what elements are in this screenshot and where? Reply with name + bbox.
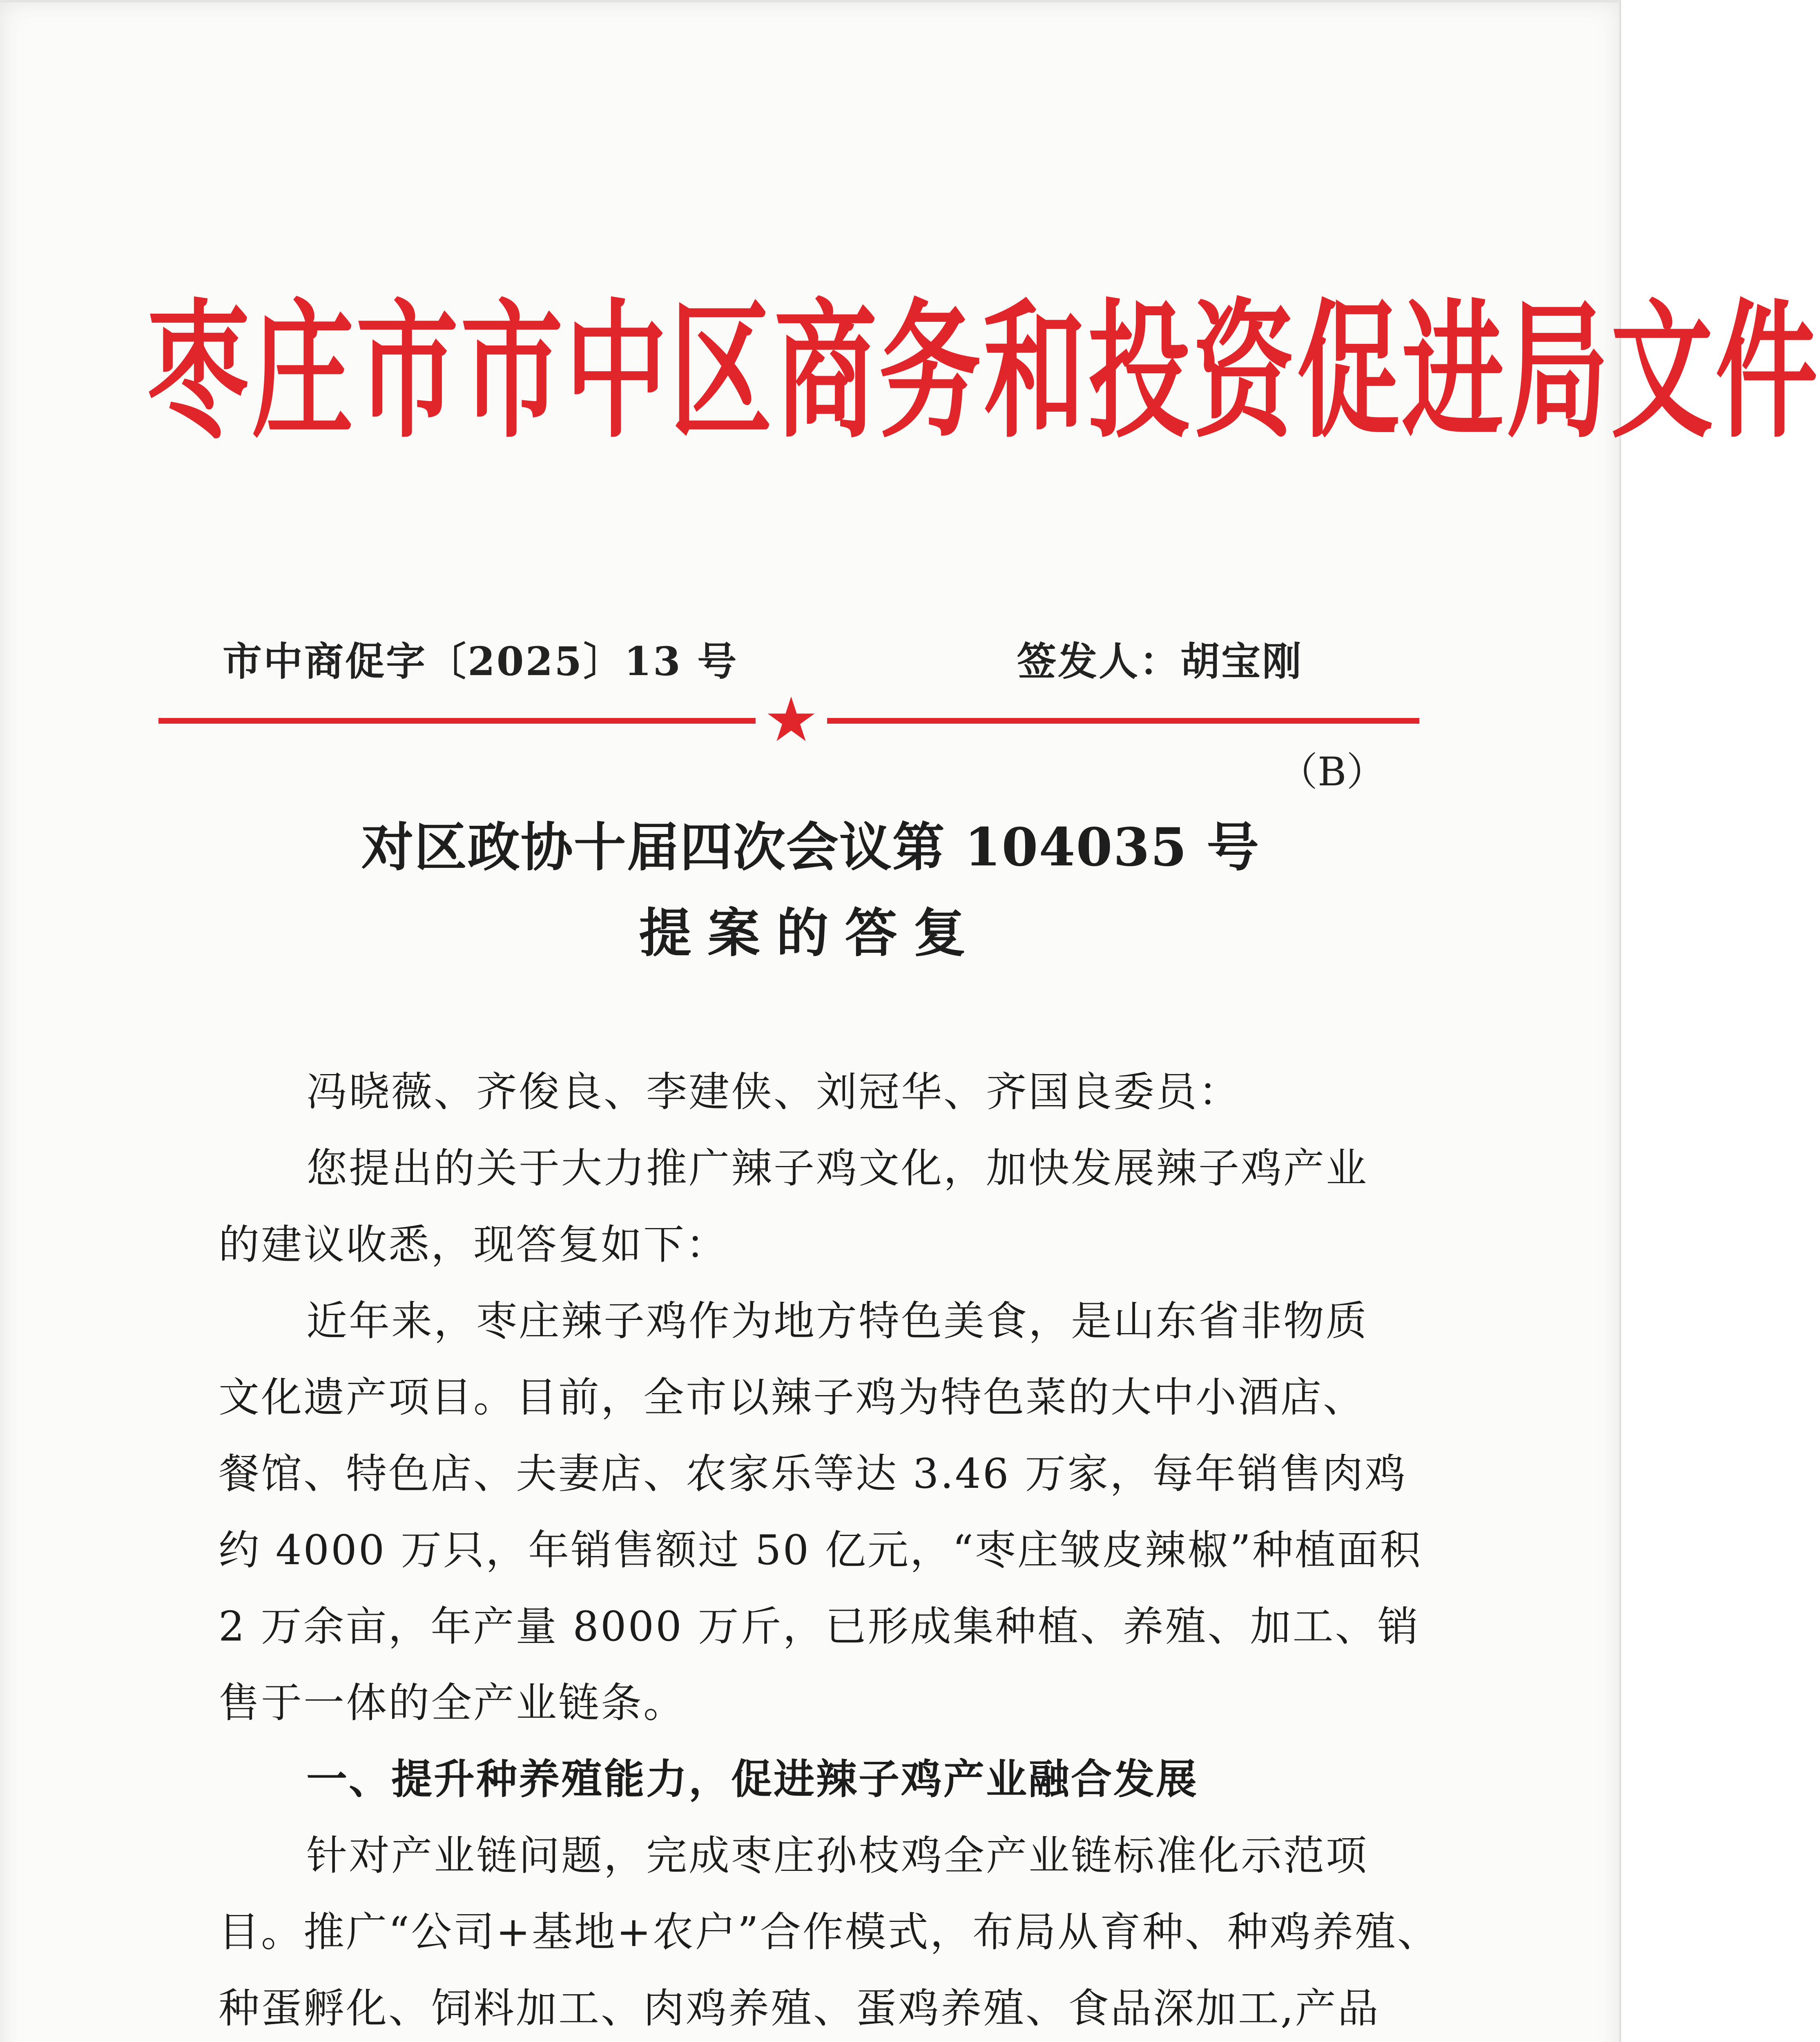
body-line: 餐馆、特色店、夫妻店、农家乐等达 3.46 万家，每年销售肉鸡 — [219, 1450, 1407, 1498]
document-number: 市中商促字〔2025〕13 号 — [223, 638, 738, 684]
document-grade: （B） — [1278, 749, 1386, 795]
document-title-line-2: 提案的答复 — [639, 903, 982, 964]
body-line: 的建议收悉，现答复如下： — [219, 1221, 728, 1268]
signer: 签发人：胡宝刚 — [1017, 638, 1303, 684]
body-line: 针对产业链问题，完成枣庄孙枝鸡全产业链标准化示范项 — [306, 1832, 1368, 1879]
body-line: 种蛋孵化、饲料加工、肉鸡养殖、蛋鸡养殖、食品深加工,产品 — [219, 1984, 1380, 2032]
issuing-organization-title: 枣庄市市中区商务和投资促进局文件 — [147, 285, 1820, 458]
body-line: 售于一体的全产业链条。 — [219, 1679, 686, 1727]
red-star-icon: ★ — [763, 684, 819, 756]
salutation: 冯晓薇、齐俊良、李建侠、刘冠华、齐国良委员： — [306, 1068, 1241, 1116]
body-line: 您提出的关于大力推广辣子鸡文化，加快发展辣子鸡产业 — [306, 1144, 1368, 1192]
body-line: 近年来，枣庄辣子鸡作为地方特色美食，是山东省非物质 — [306, 1297, 1368, 1345]
section-heading: 一、提升种养殖能力，促进辣子鸡产业融合发展 — [306, 1755, 1198, 1803]
body-line: 目。推广“公司+基地+农户”合作模式，布局从育种、种鸡养殖、 — [219, 1908, 1440, 1956]
body-line: 2 万余亩，年产量 8000 万斤，已形成集种植、养殖、加工、销 — [219, 1603, 1420, 1650]
red-divider-right — [827, 718, 1419, 724]
body-line: 文化遗产项目。目前，全市以辣子鸡为特色菜的大中小酒店、 — [219, 1373, 1365, 1421]
body-line: 约 4000 万只，年销售额过 50 亿元，“枣庄皱皮辣椒”种植面积 — [219, 1526, 1423, 1574]
document-title-line-1: 对区政协十届四次会议第 104035 号 — [361, 817, 1260, 878]
red-divider-left — [158, 718, 756, 724]
body-text — [219, 1054, 1440, 2042]
